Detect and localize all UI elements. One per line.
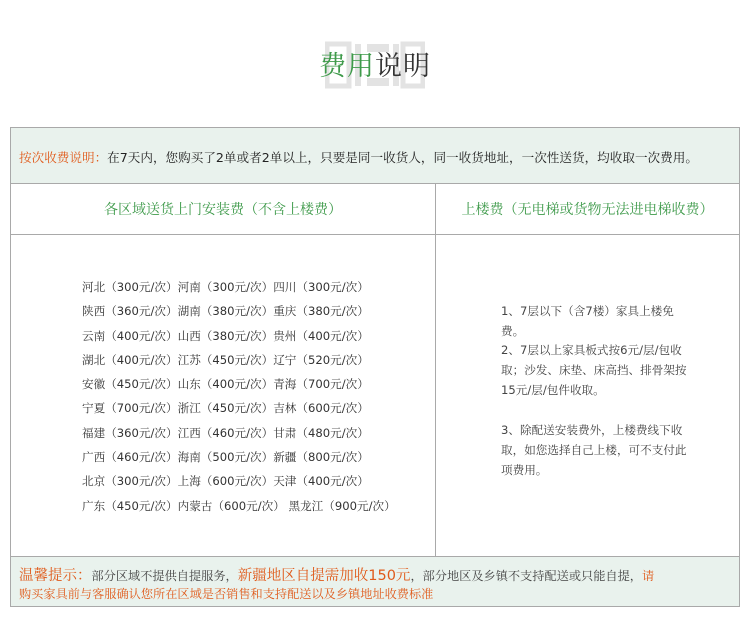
price-row: 陕西（360元/次）湖南（380元/次）重庆（380元/次） (82, 304, 369, 319)
top-notice-text: 在7天内，您购买了2单或者2单以上，只要是同一收货人，同一收货地址，一次性送货，均收取一次费用。 (107, 150, 698, 165)
bottom-notice-highlight: 新疆地区自提需加收150元 (237, 568, 411, 584)
price-row: 河北（300元/次）河南（300元/次）四川（300元/次） (82, 280, 369, 294)
column-divider (435, 183, 436, 556)
price-row: 云南（400元/次）山西（380元/次）贵州（400元/次） (82, 328, 369, 343)
price-row: 北京（300元/次）上海（600元/次）天津（400元/次） (82, 474, 369, 489)
price-row: 广东（450元/次）内蒙古（600元/次） 黑龙江（900元/次） (82, 498, 396, 513)
title-part2: 说明 (375, 51, 431, 82)
price-row: 湖北（400元/次）江苏（450元/次）辽宁（520元/次） (82, 352, 369, 367)
rule-3: 3、除配送安装费外，上楼费线下收取，如您选择自己上楼，可不支付此项费用。 (501, 423, 687, 477)
bottom-notice-tail: 请 (642, 569, 655, 583)
fee-table (10, 127, 740, 607)
bottom-notice-text2: ，部分地区及乡镇不支持配送或只能自提， (410, 569, 642, 583)
rule-2: 2、7层以上家具板式按6元/层/包收取；沙发、床垫、床高挡、排骨架按15元/层/包件收取。 (501, 343, 687, 397)
top-notice-line (19, 147, 698, 166)
top-notice-label: 按次收费说明： (19, 150, 108, 165)
bottom-notice-label: 温馨提示： (19, 568, 92, 584)
top-notice (11, 128, 739, 184)
price-row: 安徽（450元/次）山东（400元/次）青海（700元/次） (82, 377, 369, 392)
title-area (0, 30, 750, 100)
price-list (82, 279, 396, 522)
bottom-notice-line1 (19, 564, 654, 585)
title-part1: 费用 (319, 51, 375, 82)
page-title (0, 44, 750, 83)
right-column-header: 上楼费（无电梯或货物无法进电梯收费） (461, 202, 714, 218)
bottom-notice-text1: 部分区域不提供自提服务， (91, 569, 238, 583)
rule-1: 1、7层以下（含7楼）家具上楼免费。 (501, 304, 674, 338)
price-row: 福建（360元/次）江西（460元/次）甘肃（480元/次） (82, 425, 369, 440)
left-column-header: 各区域送货上门安装费（不含上楼费） (104, 202, 342, 218)
header-divider (11, 234, 739, 235)
bottom-notice-line2: 购买家具前与客服确认您所在区域是否销售和支持配送以及乡镇地址收费标准 (19, 587, 434, 601)
price-row: 广西（460元/次）海南（500元/次）新疆（800元/次） (82, 450, 369, 465)
price-row: 宁夏（700元/次）浙江（450元/次）吉林（600元/次） (82, 401, 369, 416)
bottom-notice (11, 557, 739, 606)
